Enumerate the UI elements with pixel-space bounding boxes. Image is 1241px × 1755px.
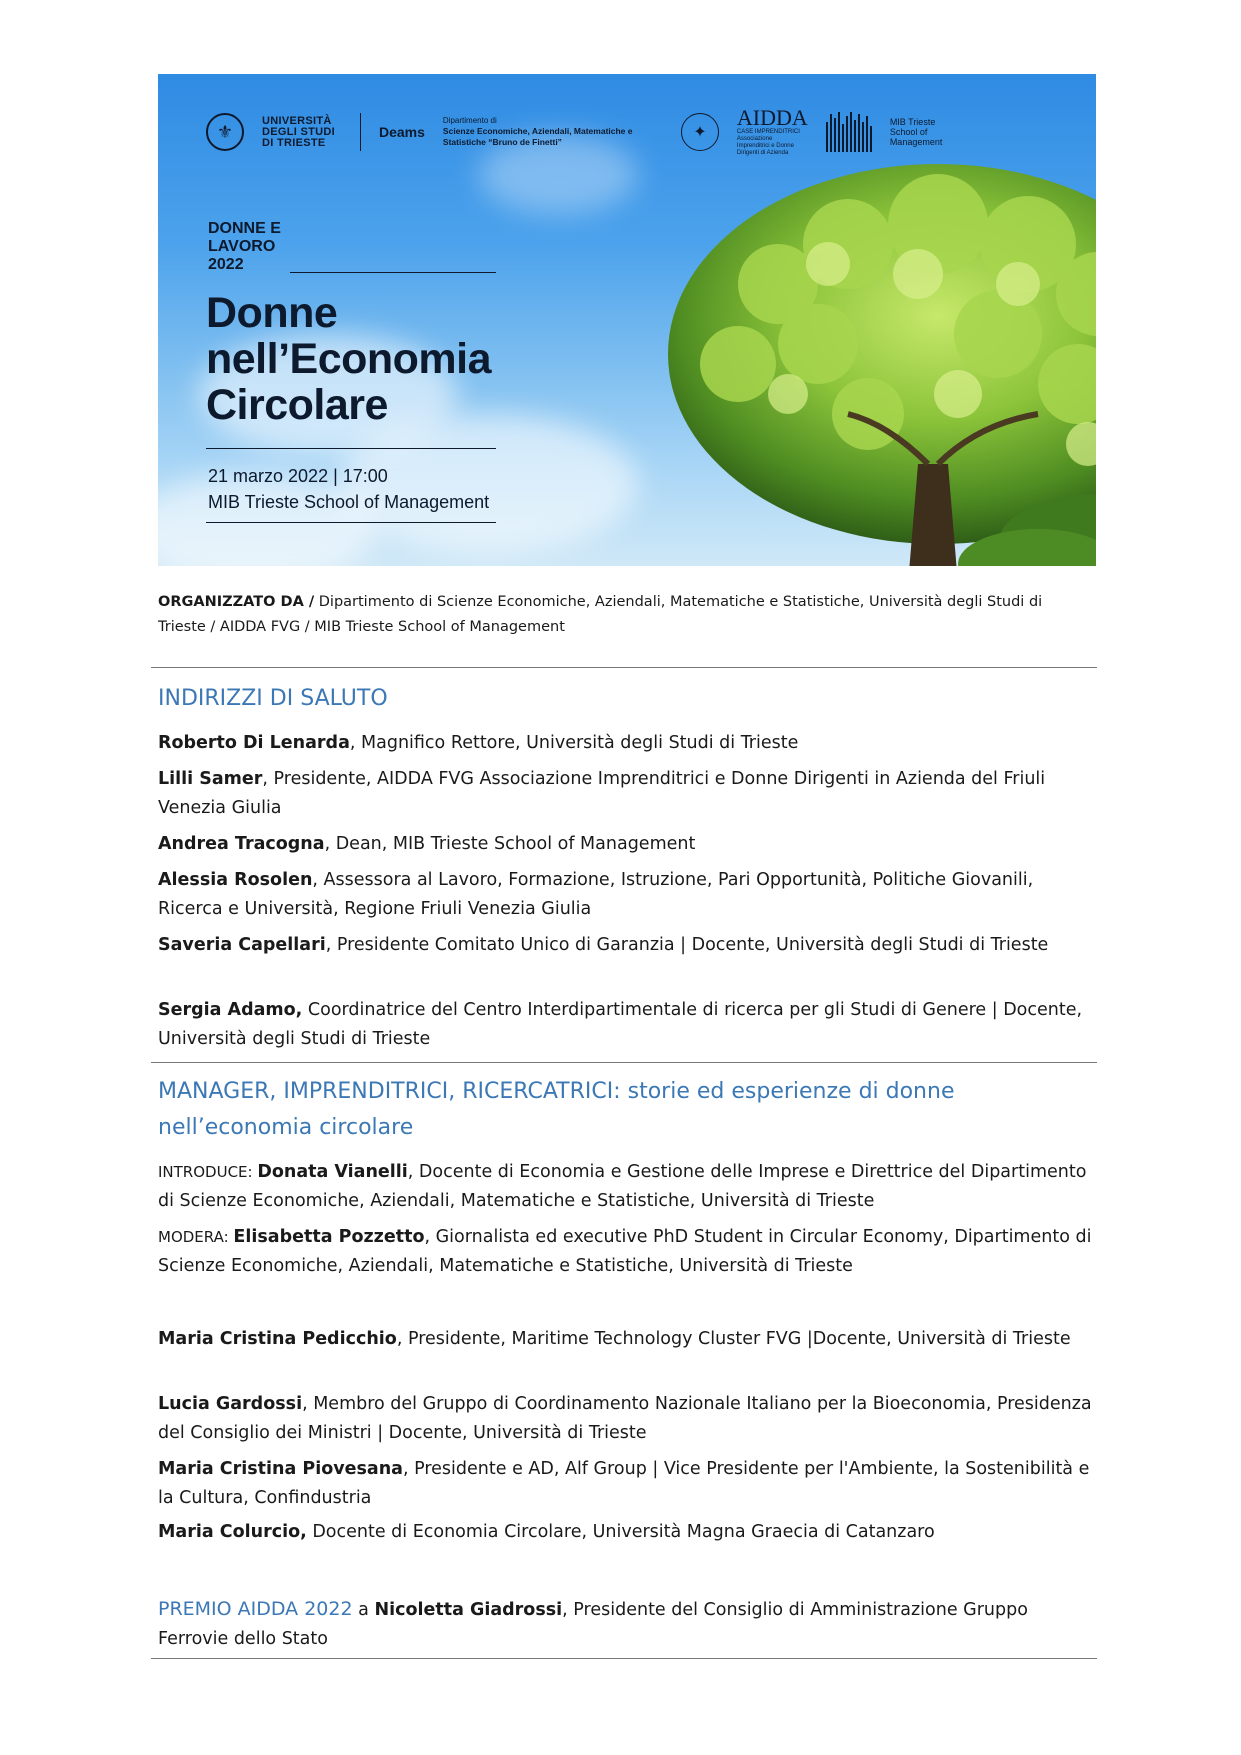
speaker-role: , Membro del Gruppo di Coordinamento Nazionale Italiano per la Bioeconomia, Presidenza del Consiglio dei Ministri | Docente, Università di Trieste — [158, 1394, 1092, 1443]
event-banner — [158, 74, 1096, 566]
speaker-role: , Magnifico Rettore, Università degli Studi di Trieste — [349, 733, 799, 753]
department-label: Dipartimento di — [442, 116, 497, 125]
introducer-role: , Docente di Economia e Gestione delle Imprese e Direttrice del Dipartimento di Scienze Economiche, Aziendali, Matematiche e Statistiche, Università di Trieste — [158, 1162, 1087, 1211]
logo-divider — [360, 113, 361, 151]
greeting-entry — [158, 996, 1098, 1054]
banner-rule-top — [290, 272, 496, 273]
event-title-line2: nell’Economia — [206, 335, 492, 383]
speaker-role: , Presidente Comitato Unico di Garanzia | Docente, Università degli Studi di Trieste — [325, 935, 1049, 955]
organizers-label: ORGANIZZATO DA / — [158, 594, 315, 610]
divider — [151, 1658, 1097, 1659]
speaker-name: Roberto Di Lenarda — [158, 733, 350, 753]
divider — [151, 667, 1097, 668]
event-title-line3: Circolare — [206, 381, 388, 429]
panelist-entry — [158, 1455, 1098, 1513]
event-kicker-text: DONNE E LAVORO 2022 — [208, 220, 281, 273]
mib-logo-text: MIB Trieste School of Management — [889, 117, 943, 147]
speaker-role: Coordinatrice del Centro Interdipartimentale di ricerca per gli Studi di Genere | Docente, Università degli Studi di Trieste — [158, 1000, 1083, 1049]
speaker-role: , Presidente, Maritime Technology Cluster FVG |Docente, Università di Trieste — [396, 1329, 1071, 1349]
moderator-name: Elisabetta Pozzetto — [233, 1227, 425, 1247]
event-date-venue — [208, 463, 489, 515]
greeting-entry — [158, 830, 1098, 859]
aidda-wordmark: AIDDA — [736, 105, 808, 130]
aidda-logo — [737, 107, 808, 157]
speaker-name: Maria Cristina Piovesana — [158, 1459, 403, 1479]
speaker-role: Docente di Economia Circolare, Università Magna Graecia di Catanzaro — [306, 1522, 935, 1542]
speaker-name: Maria Colurcio, — [158, 1522, 307, 1542]
award-recipient: Nicoletta Giadrossi — [374, 1600, 563, 1620]
banner-rule-middle — [206, 448, 496, 449]
divider — [151, 1062, 1097, 1063]
event-title — [206, 290, 491, 428]
aidda-seal-icon: ✦ — [681, 113, 719, 151]
greeting-entry — [158, 866, 1098, 924]
greeting-entry — [158, 729, 1098, 758]
moderator-role: , Giornalista ed executive PhD Student in Circular Economy, Dipartimento di Scienze Economiche, Aziendali, Matematiche e Statistiche, Università di Trieste — [158, 1227, 1092, 1276]
tree-illustration — [618, 164, 1096, 566]
organizers-text: Dipartimento di Scienze Economiche, Aziendali, Matematiche e Statistiche, Università degli Studi di Trieste / AIDDA FVG / MIB Trieste School of Management — [158, 594, 1043, 635]
speaker-name: Maria Cristina Pedicchio — [158, 1329, 397, 1349]
university-seal-icon: ⚜ — [206, 113, 244, 151]
award-recipient-role: , Presidente del Consiglio di Amministrazione Gruppo Ferrovie dello Stato — [158, 1600, 1028, 1649]
greeting-entry — [158, 765, 1098, 823]
introducer-name: Donata Vianelli — [257, 1162, 408, 1182]
introducer-entry — [158, 1158, 1098, 1216]
speaker-role: , Presidente, AIDDA FVG Associazione Imprenditrici e Donne Dirigenti in Azienda del Friuli Venezia Giulia — [158, 769, 1046, 818]
award-entry — [158, 1595, 1098, 1654]
aidda-subtitle: CASE IMPRENDITRICI Associazione Imprenditrici e Donne Dirigenti di Azienda — [736, 129, 800, 156]
panelist-entry — [158, 1325, 1098, 1354]
speaker-name: Saveria Capellari — [158, 935, 326, 955]
logo-strip — [206, 105, 1056, 156]
speaker-role: , Dean, MIB Trieste School of Management — [324, 834, 696, 854]
speaker-role: , Assessora al Lavoro, Formazione, Istruzione, Pari Opportunità, Politiche Giovanili, Ricerca e Università, Regione Friuli Venezia Giulia — [158, 870, 1034, 919]
greeting-entry — [158, 931, 1098, 960]
moderator-entry — [158, 1223, 1098, 1281]
event-venue: MIB Trieste School of Management — [208, 492, 490, 512]
speaker-name: Lucia Gardossi — [158, 1394, 303, 1414]
event-date: 21 marzo 2022 | 17:00 — [208, 466, 388, 486]
award-label: PREMIO AIDDA 2022 — [158, 1598, 353, 1620]
department-logo-text — [443, 116, 663, 148]
moderator-label: MODERA: — [158, 1228, 234, 1246]
speaker-name: Sergia Adamo, — [158, 1000, 303, 1020]
mib-bars-icon — [826, 112, 872, 152]
deams-logo: Deams — [379, 124, 425, 140]
speaker-name: Lilli Samer — [158, 769, 263, 789]
section-heading-panel: MANAGER, IMPRENDITRICI, RICERCATRICI: storie ed esperienze di donne nell’economia circolare — [158, 1079, 955, 1140]
speaker-name: Andrea Tracogna — [158, 834, 325, 854]
speaker-role: , Presidente e AD, Alf Group | Vice Presidente per l'Ambiente, la Sostenibilità e la Cultura, Confindustria — [158, 1459, 1090, 1508]
section-heading-greetings: INDIRIZZI DI SALUTO — [158, 686, 388, 711]
event-kicker — [208, 220, 308, 274]
speaker-name: Alessia Rosolen — [158, 870, 313, 890]
event-title-line1: Donne — [206, 289, 338, 337]
organizers — [158, 590, 1088, 640]
department-name: Scienze Economiche, Aziendali, Matematiche e Statistiche “Bruno de Finetti” — [442, 126, 633, 147]
award-connector: a — [352, 1600, 375, 1620]
panelist-entry — [158, 1390, 1098, 1448]
introduce-label: INTRODUCE: — [158, 1163, 258, 1181]
panelist-entry — [158, 1518, 1098, 1547]
banner-rule-bottom — [206, 522, 496, 523]
university-logo-text: UNIVERSITÀ DEGLI STUDI DI TRIESTE — [262, 114, 335, 149]
